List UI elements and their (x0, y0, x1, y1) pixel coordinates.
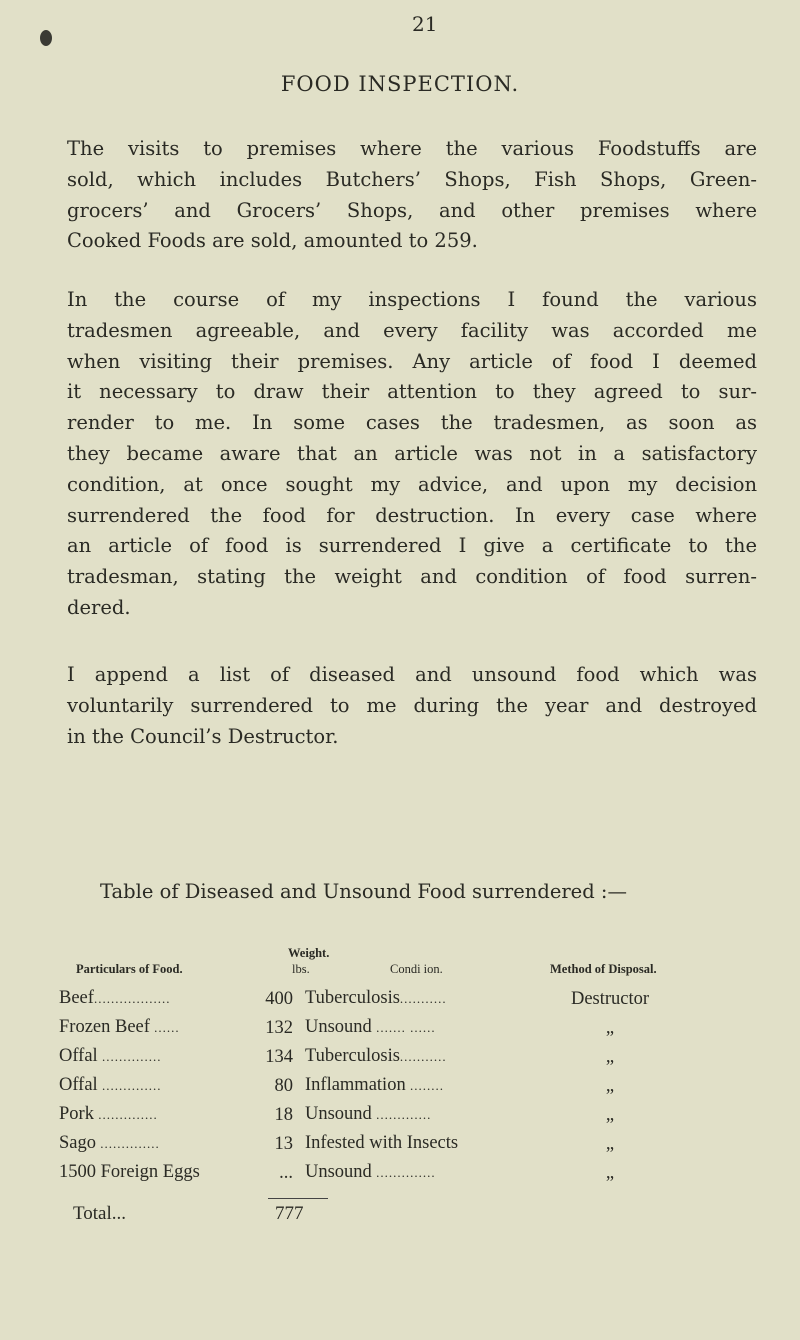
paragraph-line: render to me. In some cases the tradesmen, as soon as (67, 411, 757, 435)
paragraph-line: grocers’ and Grocers’ Shops, and other premises where (67, 198, 757, 222)
paragraph-line: an article of food is surrendered I give a certificate to the (67, 534, 757, 558)
total-value: 777 (275, 1203, 304, 1224)
header-particulars: Particulars of Food. (76, 962, 183, 976)
particulars: Frozen Beef (59, 1017, 150, 1037)
paragraph-line: In the course of my inspections I found the various (67, 288, 757, 311)
particulars: Pork (59, 1104, 94, 1124)
particulars: Sago (59, 1133, 96, 1153)
leader-dots: ........ (405, 1078, 444, 1093)
paragraph-line: I append a list of diseased and unsound food which was (67, 663, 757, 686)
weight: 134 (265, 1046, 293, 1067)
weight: 80 (274, 1075, 293, 1096)
weight: 400 (265, 988, 293, 1009)
leader-dots: .............. (371, 1165, 436, 1180)
particulars: Offal (59, 1075, 98, 1095)
method: „ (605, 1133, 615, 1154)
particulars: Beef (59, 988, 94, 1008)
paragraph-line: in the Council’s Destructor. (67, 724, 339, 748)
paragraph-line: The visits to premises where the various Foodstuffs are (67, 137, 757, 160)
header-condition: Condi ion. (390, 962, 443, 976)
paragraph-line: sold, which includes Butchers’ Shops, Fish Shops, Green- (67, 167, 757, 191)
paragraph-line: tradesman, stating the weight and condition of food surren- (67, 565, 757, 589)
paragraph-1 (67, 134, 757, 257)
method: „ (605, 1046, 615, 1067)
paragraph-2 (67, 285, 757, 624)
weight: 132 (265, 1017, 293, 1038)
condition: Unsound (305, 1162, 372, 1182)
table-row (59, 1071, 685, 1100)
paragraph-line: they became aware that an article was not in a satisfactory (67, 441, 757, 465)
header-weight-unit: lbs. (292, 962, 310, 976)
table-row (59, 1158, 685, 1187)
paragraph-line: voluntarily surrendered to me during the year and destroyed (67, 693, 757, 717)
paragraph-line: when visiting their premises. Any article of food I deemed (67, 349, 757, 373)
condition: Unsound (305, 1017, 372, 1037)
leader-dots: .............. (96, 1136, 160, 1151)
paragraph-line: Cooked Foods are sold, amounted to 259. (67, 229, 478, 253)
total-label: Total... (73, 1203, 127, 1224)
leader-dots: ....... ...... (371, 1020, 436, 1035)
paragraph-line: it necessary to draw their attention to they agreed to sur- (67, 380, 757, 404)
weight: 13 (274, 1133, 293, 1154)
paragraph-line: condition, at once sought my advice, and upon my decision (67, 472, 757, 496)
condition: Unsound (305, 1104, 372, 1124)
leader-dots: .............. (93, 1107, 158, 1122)
table-row (59, 1129, 685, 1158)
page-title: FOOD INSPECTION. (280, 72, 520, 96)
paragraph-3 (67, 660, 757, 752)
table-row (59, 1042, 685, 1071)
paragraph-line: dered. (67, 595, 131, 619)
particulars: Offal (59, 1046, 98, 1066)
method: „ (605, 1104, 615, 1125)
table-row (59, 1013, 685, 1042)
header-weight: Weight. (288, 946, 330, 960)
page-number: 21 (412, 12, 438, 36)
method: „ (605, 1162, 615, 1183)
table-row (59, 984, 685, 1013)
paragraph-line: tradesmen agreeable, and every facility was accorded me (67, 318, 757, 342)
method: „ (605, 1017, 615, 1038)
header-method: Method of Disposal. (550, 962, 657, 976)
particulars: 1500 Foreign Eggs (59, 1162, 200, 1182)
total-rule (268, 1198, 328, 1199)
condition: Tuberculosis (305, 1046, 400, 1066)
method: „ (605, 1075, 615, 1096)
leader-dots: ...... (149, 1020, 180, 1035)
weight: 18 (274, 1104, 293, 1125)
condition: Tuberculosis (305, 988, 400, 1008)
leader-dots: .............. (97, 1078, 162, 1093)
weight: ... (279, 1162, 293, 1183)
leader-dots: .............. (97, 1049, 162, 1064)
leader-dots: ........... (399, 991, 447, 1006)
table-row (59, 1100, 685, 1129)
leader-dots: ............. (371, 1107, 432, 1122)
leader-dots: ........... (399, 1049, 447, 1064)
table-title: Table of Diseased and Unsound Food surrendered :— (100, 880, 627, 903)
food-table (59, 984, 685, 1187)
paragraph-line: surrendered the food for destruction. In every case where (67, 503, 757, 527)
ink-blot (40, 30, 52, 46)
leader-dots: .................. (93, 991, 171, 1006)
method: Destructor (570, 988, 650, 1009)
condition: Inflammation (305, 1075, 406, 1095)
condition: Infested with Insects (305, 1133, 459, 1153)
